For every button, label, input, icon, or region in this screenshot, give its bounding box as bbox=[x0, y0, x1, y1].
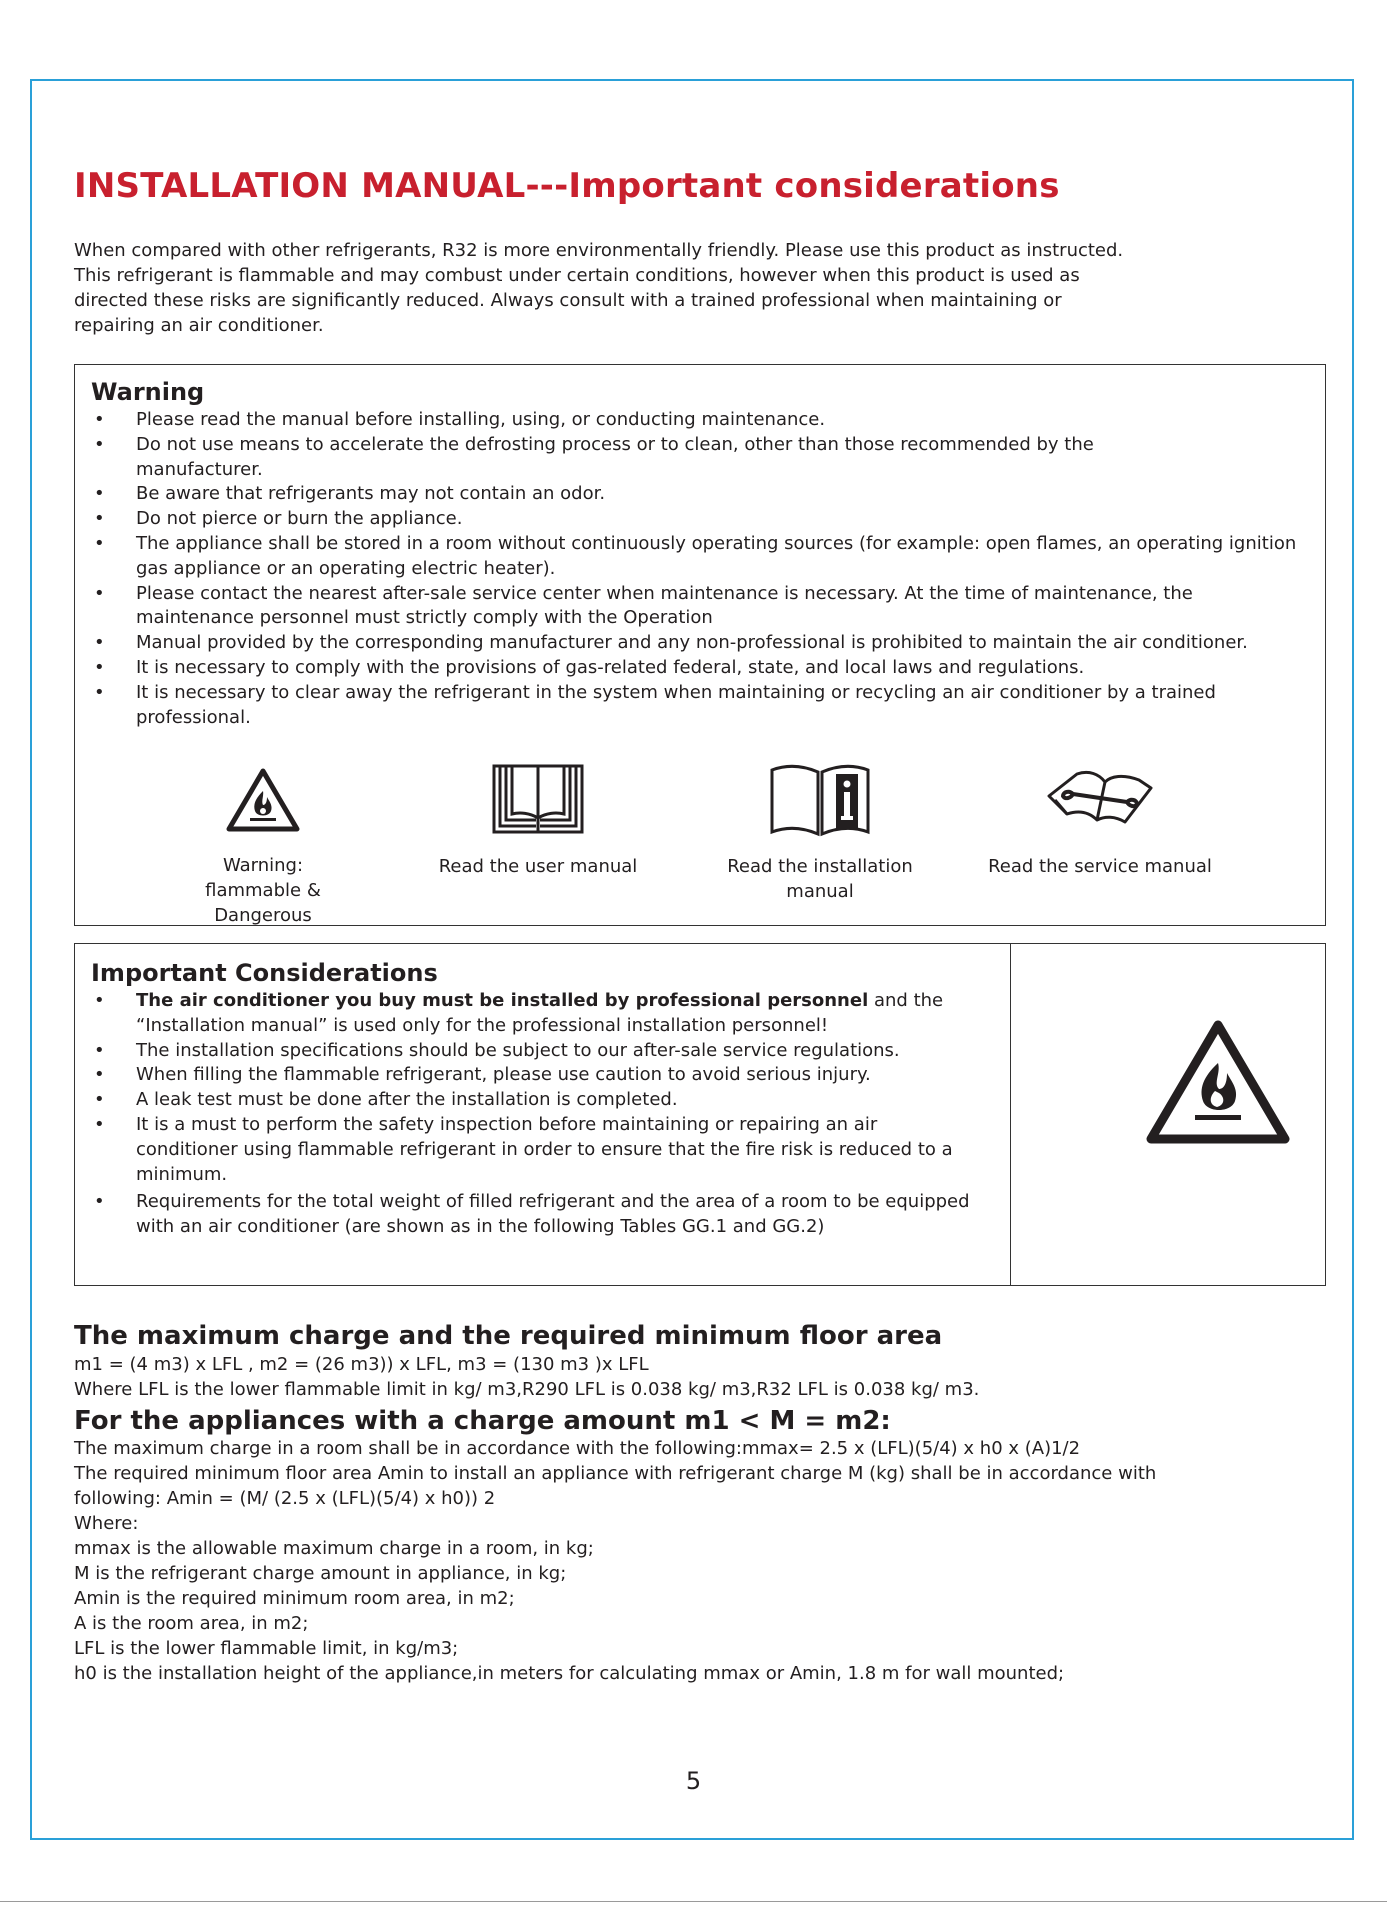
appliances-line: Where: bbox=[74, 1513, 139, 1534]
intro-paragraph: When compared with other refrigerants, R32 is more environmentally friendly. Please use this product as instructed. This refrigerant is flammable and may combust under certain conditions, however when this product is used as directed these risks are significantly reduced. Always consult with a trained professional when maintaining or repairing an air conditioner. bbox=[74, 240, 1124, 336]
warning-heading: Warning bbox=[91, 378, 205, 406]
section-heading-max-charge: The maximum charge and the required minimum floor area bbox=[74, 1321, 943, 1351]
flammable-warning-icon bbox=[223, 765, 303, 835]
appliances-line: LFL is the lower flammable limit, in kg/m3; bbox=[74, 1638, 459, 1659]
max-charge-line: Where LFL is the lower flammable limit in kg/ m3,R290 LFL is 0.038 kg/ m3,R32 LFL is 0.038 kg/ m3. bbox=[74, 1379, 980, 1400]
symbol-caption: Read the user manual bbox=[438, 856, 638, 877]
warning-list bbox=[75, 408, 1305, 730]
symbol-caption: Read the service manual bbox=[988, 856, 1212, 877]
section-heading-appliances: For the appliances with a charge amount m1 < M = m2: bbox=[74, 1406, 891, 1436]
appliances-line: following: Amin = (M/ (2.5 x (LFL)(5/4) x h0)) 2 bbox=[74, 1488, 496, 1509]
service-manual-icon bbox=[1045, 758, 1155, 840]
symbol-caption: Read the installation manual bbox=[727, 856, 913, 902]
important-item-lead: The air conditioner you buy must be installed by professional personnel bbox=[136, 990, 869, 1011]
important-box-divider bbox=[1010, 944, 1011, 1285]
symbol-flammable bbox=[143, 765, 383, 928]
warning-item: • Be aware that refrigerants may not contain an odor. bbox=[75, 482, 1305, 507]
warning-item: • Please read the manual before installing, using, or conducting maintenance. bbox=[75, 408, 1305, 433]
symbol-caption: Warning: flammable & Dangerous bbox=[205, 855, 321, 926]
page-title: INSTALLATION MANUAL---Important considerations bbox=[74, 166, 1060, 206]
appliances-line: Amin is the required minimum room area, in m2; bbox=[74, 1588, 515, 1609]
symbol-service-manual bbox=[980, 758, 1220, 879]
page-bottom-rule bbox=[0, 1901, 1387, 1902]
important-box bbox=[74, 943, 1326, 1286]
important-item: • A leak test must be done after the installation is completed. bbox=[75, 1088, 1010, 1113]
warning-item: • Do not use means to accelerate the defrosting process or to clean, other than those recommended by the manufacturer. bbox=[75, 433, 1305, 483]
appliances-line: h0 is the installation height of the appliance,in meters for calculating mmax or Amin, 1.8 m for wall mounted; bbox=[74, 1663, 1065, 1684]
appliances-line: The maximum charge in a room shall be in accordance with the following:mmax= 2.5 x (LFL)(5/4) x h0 x (A)1/2 bbox=[74, 1438, 1081, 1459]
important-list bbox=[75, 989, 1010, 1240]
page-number: 5 bbox=[685, 1767, 702, 1795]
important-item bbox=[75, 989, 1010, 1039]
appliances-line: A is the room area, in m2; bbox=[74, 1613, 309, 1634]
appliances-line: M is the refrigerant charge amount in appliance, in kg; bbox=[74, 1563, 567, 1584]
important-item: • The installation specifications should be subject to our after-sale service regulations. bbox=[75, 1039, 1010, 1064]
installation-manual-icon bbox=[768, 758, 872, 840]
appliances-line: mmax is the allowable maximum charge in a room, in kg; bbox=[74, 1538, 594, 1559]
important-item: • It is a must to perform the safety inspection before maintaining or repairing an air conditioner using flammable refrigerant in order to ensure that the fire risk is reduced to a minimum. bbox=[75, 1113, 1010, 1187]
warning-item: • Manual provided by the corresponding manufacturer and any non-professional is prohibited to maintain the air conditioner. bbox=[75, 631, 1305, 656]
appliances-line: The required minimum floor area Amin to install an appliance with refrigerant charge M (kg) shall be in accordance with bbox=[74, 1463, 1157, 1484]
warning-box bbox=[74, 364, 1326, 926]
important-item: • Requirements for the total weight of filled refrigerant and the area of a room to be equipped with an air conditioner (are shown as in the following Tables GG.1 and GG.2) bbox=[75, 1190, 1010, 1240]
flammable-warning-icon bbox=[1143, 1017, 1293, 1147]
warning-item: • The appliance shall be stored in a room without continuously operating sources (for example: open flames, an operating ignition gas appliance or an operating electric heater). bbox=[75, 532, 1305, 582]
important-item-rest: and the “Installation manual” is used only for the professional installation personnel! bbox=[136, 990, 944, 1036]
warning-item: • It is necessary to comply with the provisions of gas-related federal, state, and local laws and regulations. bbox=[75, 656, 1305, 681]
symbol-user-manual bbox=[418, 758, 658, 879]
user-manual-icon bbox=[486, 758, 590, 840]
warning-item: • It is necessary to clear away the refrigerant in the system when maintaining or recycling an air conditioner by a trained professional. bbox=[75, 681, 1305, 731]
warning-item: • Do not pierce or burn the appliance. bbox=[75, 507, 1305, 532]
max-charge-line: m1 = (4 m3) x LFL , m2 = (26 m3)) x LFL, m3 = (130 m3 )x LFL bbox=[74, 1354, 649, 1375]
important-heading: Important Considerations bbox=[91, 959, 438, 987]
symbol-installation-manual bbox=[700, 758, 940, 904]
warning-item: • Please contact the nearest after-sale service center when maintenance is necessary. At the time of maintenance, the maintenance personnel must strictly comply with the Operation bbox=[75, 582, 1305, 632]
important-item: • When filling the flammable refrigerant, please use caution to avoid serious injury. bbox=[75, 1063, 1010, 1088]
